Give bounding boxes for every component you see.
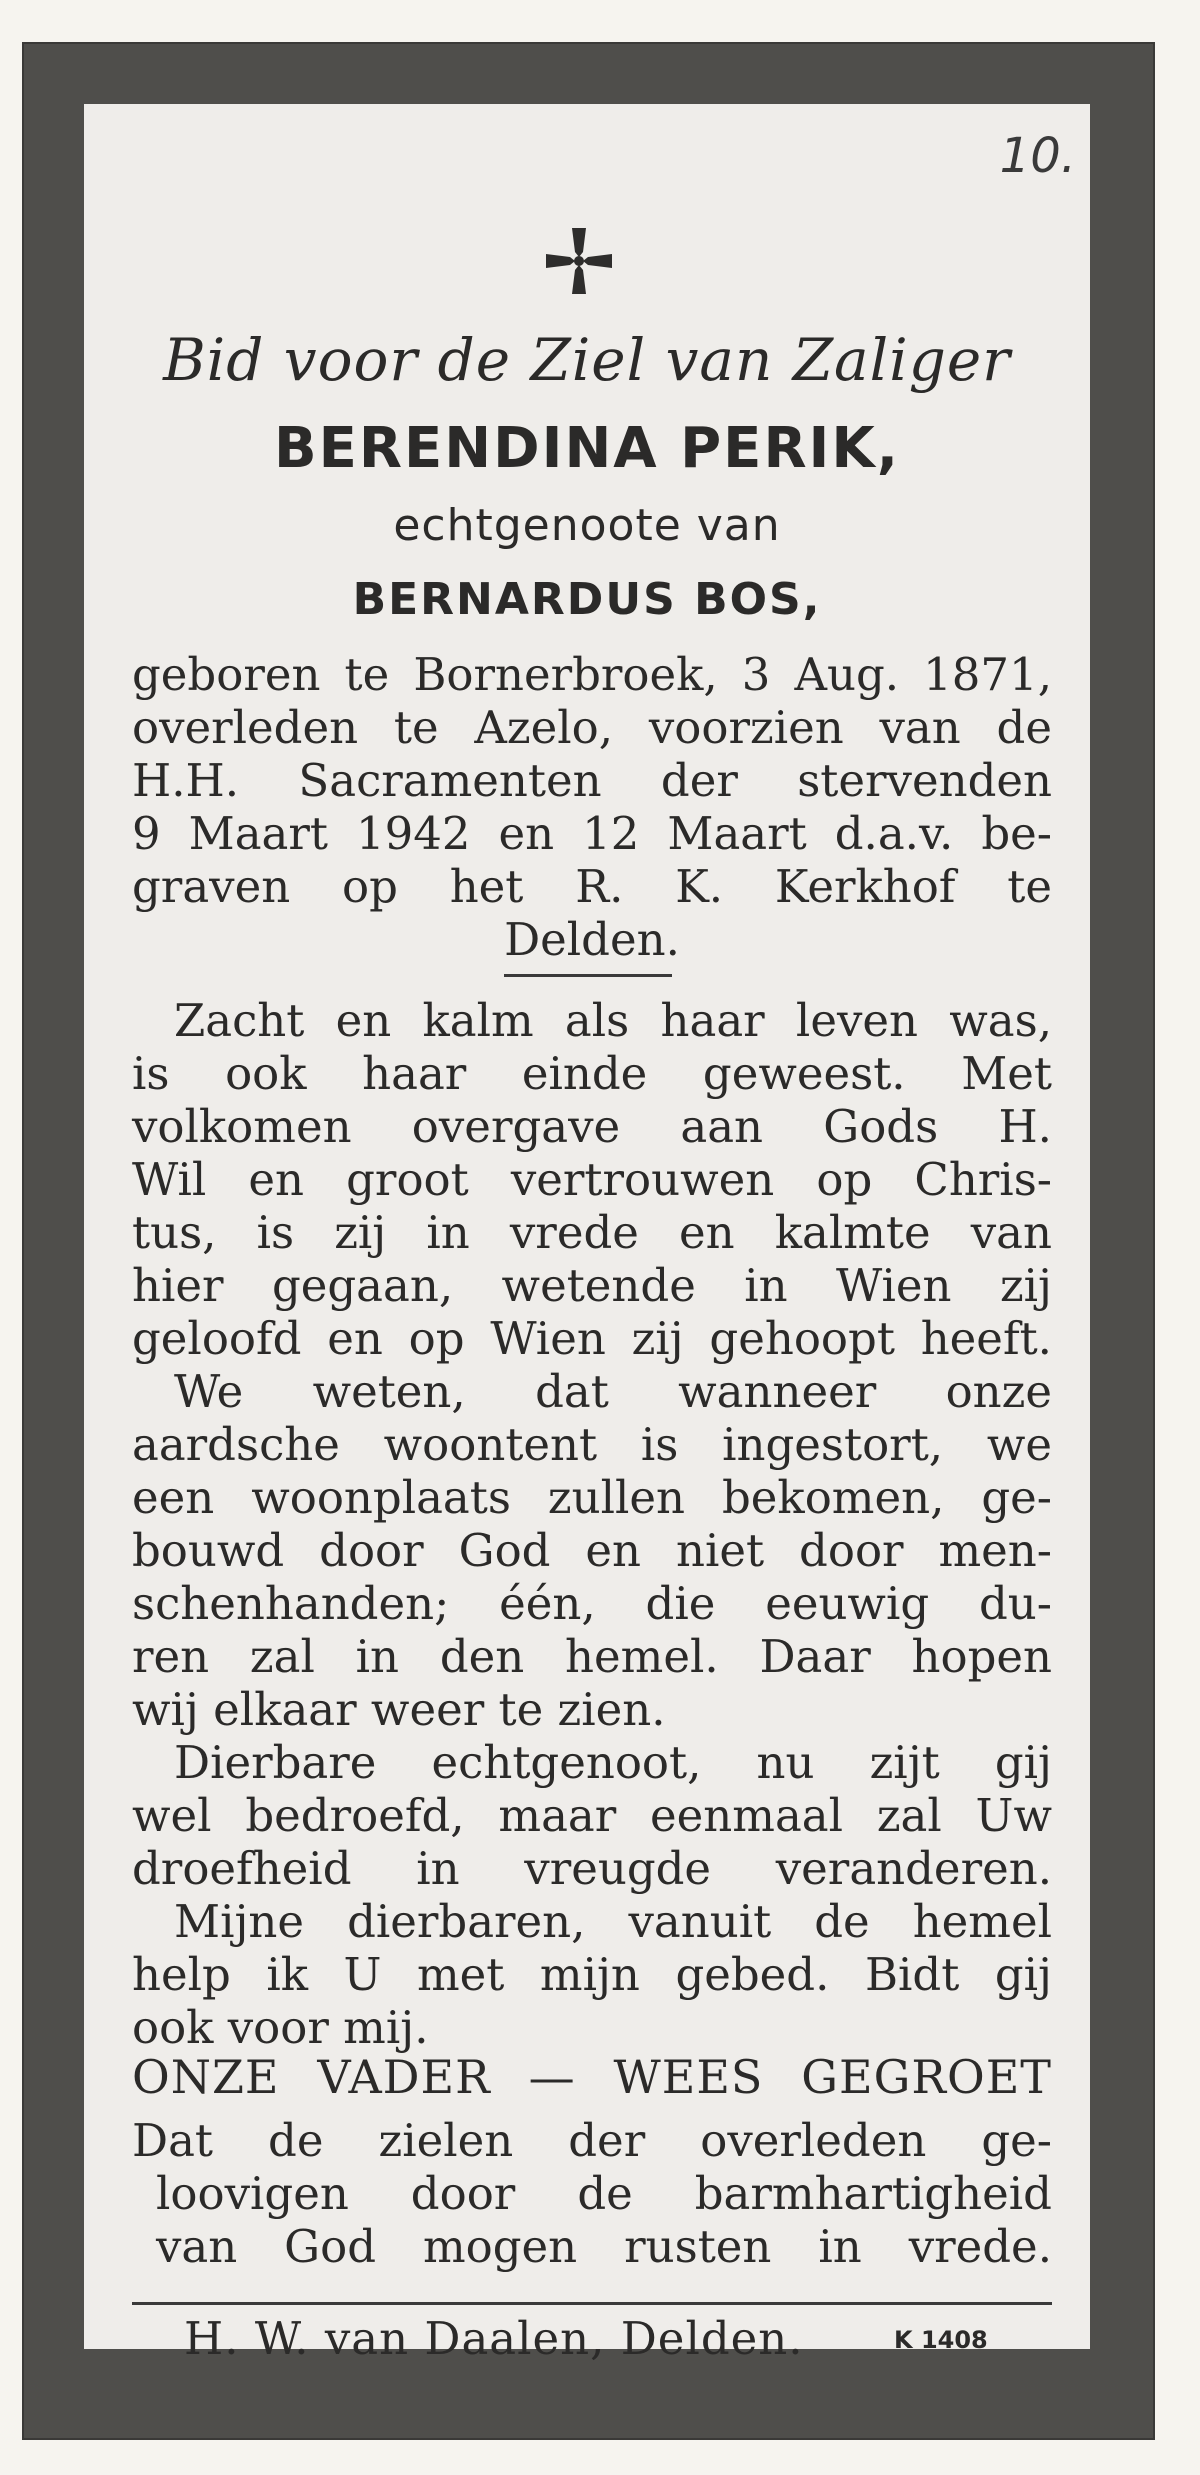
bio-line: graven op het R. K. Kerkhof te <box>132 860 1052 913</box>
meditation-line: een woonplaats zullen bekomen, ge- <box>132 1471 1052 1524</box>
bio-line: 9 Maart 1942 en 12 Maart d.a.v. be- <box>132 807 1052 860</box>
bio-line: geboren te Bornerbroek, 3 Aug. 1871, <box>132 648 1052 701</box>
relation-label: echtgenoote van <box>393 500 781 551</box>
final-prayer-text <box>132 2114 1052 2273</box>
meditation-line: schenhanden; één, die eeuwig du- <box>132 1577 1052 1630</box>
meditation-line: geloofd en op Wien zij gehoopt heeft. <box>132 1312 1052 1365</box>
meditation-line: Zacht en kalm als haar leven was, <box>174 994 1052 1047</box>
final-prayer-line: Dat de zielen der overleden ge- <box>132 2114 1052 2167</box>
meditation-line: help ik U met mijn gebed. Bidt gij <box>132 1948 1052 2001</box>
meditation-line: wij elkaar weer te zien. <box>132 1683 666 1736</box>
spouse-name: BERNARDUS BOS, <box>352 574 822 625</box>
closing-prayer-title: ONZE VADER — WEES GEGROET <box>132 2050 1052 2104</box>
meditation-line: ren zal in den hemel. Daar hopen <box>132 1630 1052 1683</box>
meditation-line: Wil en groot vertrouwen op Chris- <box>132 1153 1052 1206</box>
printer-credit: H. W. van Daalen, Delden. <box>184 2312 804 2365</box>
meditation-line: tus, is zij in vrede en kalmte van <box>132 1206 1052 1259</box>
cross-icon <box>542 224 616 298</box>
mourning-card-border <box>22 42 1155 2440</box>
meditation-line: droefheid in vreugde veranderen. <box>132 1842 1052 1895</box>
bio-line: Delden. <box>504 913 680 966</box>
deceased-name: BERENDINA PERIK, <box>273 416 901 481</box>
meditation-line: Dierbare echtgenoot, nu zijt gij <box>174 1736 1052 1789</box>
meditation-line: Mijne dierbaren, vanuit de hemel <box>174 1895 1052 1948</box>
meditation-line: is ook haar einde geweest. Met <box>132 1047 1052 1100</box>
meditation-line: wel bedroefd, maar eenmaal zal Uw <box>132 1789 1052 1842</box>
meditation-line: We weten, dat wanneer onze <box>174 1365 1052 1418</box>
meditation-line: ook voor mij. <box>132 2001 429 2054</box>
final-prayer-line: van God mogen rusten in vrede. <box>156 2220 1052 2273</box>
short-divider <box>504 974 672 977</box>
meditation-line: aardsche woontent is ingestort, we <box>132 1418 1052 1471</box>
meditation-line: bouwd door God en niet door men- <box>132 1524 1052 1577</box>
meditation-line: volkomen overgave aan Gods H. <box>132 1100 1052 1153</box>
prayer-heading: Bid voor de Ziel van Zaliger <box>163 326 1011 394</box>
handwritten-page-number: 10. <box>999 128 1076 184</box>
meditation-text <box>132 994 1052 2054</box>
print-code: K 1408 <box>894 2326 988 2354</box>
final-prayer-line: loovigen door de barmhartigheid <box>156 2167 1052 2220</box>
bio-line: H.H. Sacramenten der stervenden <box>132 754 1052 807</box>
biography-text <box>132 648 1052 966</box>
mourning-card <box>84 104 1090 2365</box>
footer-divider <box>132 2302 1052 2305</box>
meditation-line: hier gegaan, wetende in Wien zij <box>132 1259 1052 1312</box>
bio-line: overleden te Azelo, voorzien van de <box>132 701 1052 754</box>
